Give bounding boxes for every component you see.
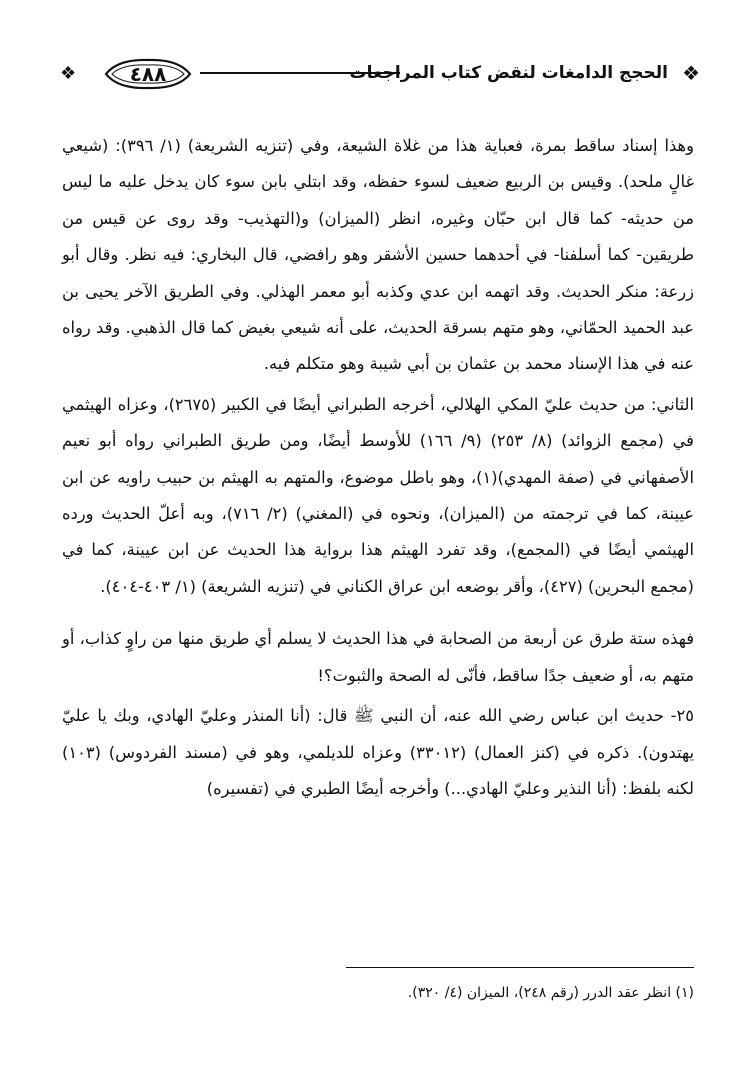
main-text — [62, 128, 694, 807]
paragraph-4: ٢٥- حديث ابن عباس رضي الله عنه، أن النبي ﷺ قال: (أنا المنذر وعليّ الهادي، وبك يا عليّ يهتدون). ذكره في (كنز العمال) (٣٣٠١٢) وعزاه للديلمي، وهو في (مسند الفردوس) (١٠٣) لكنه بلفظ: (أنا النذير وعليّ الهادي...) وأخرجه أيضًا الطبري في (تفسيره) — [62, 706, 694, 798]
page-number: ٤٨٨ — [129, 62, 167, 86]
paragraph-3: فهذه ستة طرق عن أربعة من الصحابة في هذا الحديث لا يسلم أي طريق منها من راوٍ كذاب، أو متهم به، أو ضعيف جدًا ساقط، فأنّى له الصحة والثبوت؟! — [62, 629, 694, 685]
paragraph-2: الثاني: من حديث عليّ المكي الهلالي، أخرجه الطبراني أيضًا في الكبير (٢٦٧٥)، وعزاه الهيثمي في (مجمع الزوائد) (٨/ ٢٥٣) (٩/ ١٦٦) للأوسط أيضًا، ومن طريق الطبراني رواه أبو نعيم الأصفهاني في (صفة المهدي)(١)، وهو باطل موضوع، والمتهم به الهيثم بن حبيب راويه عن ابن عيينة، كما في ترجمته من (الميزان)، ونحوه في (المغني) (٢/ ٧١٦)، وبه أعلّ الحديث ورده الهيثمي أيضًا في (المجمع)، وقد تفرد الهيثم هذا برواية هذا الحديث عن ابن عيينة، كما في (مجمع البحرين) (٤٢٧)، وأقر بوضعه ابن عراق الكناني في (تنزيه الشريعة) (١/ ٤٠٣-٤٠٤). — [62, 394, 694, 596]
ornament-left-icon: ❖ — [60, 63, 77, 84]
page-header — [60, 55, 700, 95]
page-number-frame — [100, 55, 196, 93]
footnote-divider — [346, 967, 694, 968]
paragraph-1: وهذا إسناد ساقط بمرة، فعباية هذا من غلاة الشيعة، وفي (تنزيه الشريعة) (١/ ٣٩٦): (شيعي غالٍ ملحد). وقيس بن الربيع ضعيف لسوء حفظه، وقد ابتلي بابن سوء كان يدخل عليه ما ليس من حديثه- كما قال ابن حبّان وغيره، انظر (الميزان) و(التهذيب- وقد روى عن قيس من طريقين- كما أسلفنا- في أحدهما حسين الأشقر وهو رافضي، قال البخاري: فيه نظر. وقال أبو زرعة: منكر الحديث. وقد اتهمه ابن عدي وكذبه أبو معمر الهذلي. وفي الطريق الآخر يحيى بن عبد الحميد الحمّاني، وهو متهم بسرقة الحديث، على أنه شيعي بغيض كما قال الذهبي. وقد رواه عنه في هذا الإسناد محمد بن عثمان بن أبي شيبة وهو متكلم فيه. — [62, 136, 694, 374]
ornament-right-icon: ❖ — [682, 61, 700, 85]
running-title: الحجج الدامغات لنقض كتاب المراجعات — [349, 63, 668, 83]
footnote: (١) انظر عقد الدرر (رقم ٢٤٨)، الميزان (٤/ ٣٢٠). — [407, 985, 694, 1001]
